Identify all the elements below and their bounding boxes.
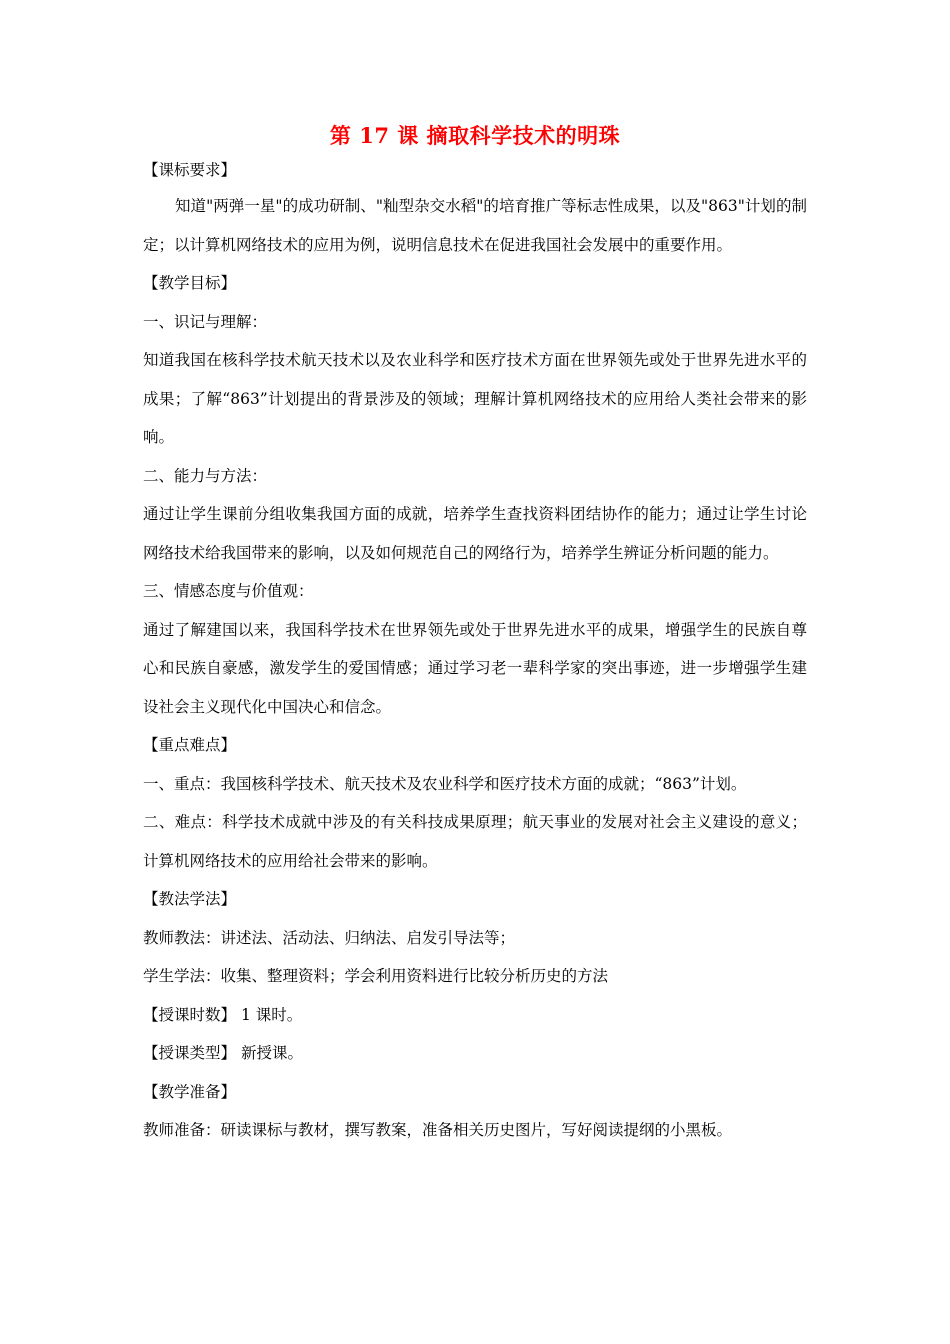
class-type-row [143, 1034, 807, 1073]
document-content [143, 122, 807, 1150]
teacher-method-text: 教师教法：讲述法、活动法、归纳法、启发引导法等； [143, 928, 516, 947]
section-heading-methods: 【教法学法】 [143, 890, 237, 908]
class-hours-row [143, 996, 807, 1035]
objective-ability-text: 通过让学生课前分组收集我国方面的成就，培养学生查找资料团结协作的能力；通过让学生讨论网络技术给我国带来的影响，以及如何规范自己的网络行为，培养学生辨证分析问题的能力。 [143, 505, 807, 562]
page-title: 第 17 课 摘取科学技术的明珠 [329, 123, 621, 148]
student-method-text: 学生学法：收集、整理资料；学会利用资料进行比较分析历史的方法 [143, 967, 609, 985]
class-type-value: 新授课。 [240, 1044, 303, 1062]
teacher-preparation-text: 教师准备：研读课标与教材，撰写教案，准备相关历史图片，写好阅读提纲的小黑板。 [143, 1121, 733, 1139]
objective-subheading-understanding: 一、识记与理解： [143, 312, 268, 331]
section-heading-class-hours: 【授课时数】 [143, 1005, 237, 1024]
difficult-point-text: 二、难点：科学技术成就中涉及的有关科技成果原理；航天事业的发展对社会主义建设的意义；计算机网络技术的应用给社会带来的影响。 [143, 813, 807, 870]
key-point-text: 一、重点：我国核科学技术、航天技术及农业科学和医疗技术方面的成就；“863”计划。 [143, 774, 747, 793]
objective-attitude-text: 通过了解建国以来，我国科学技术在世界领先或处于世界先进水平的成果，增强学生的民族自尊心和民族自豪感，激发学生的爱国情感；通过学习老一辈科学家的突出事迹，进一步增强学生建设社会主义现代化中国决心和信念。 [143, 620, 807, 716]
section-heading-objectives: 【教学目标】 [143, 274, 237, 292]
class-hours-value: 1 课时。 [240, 1005, 303, 1024]
section-heading-preparation: 【教学准备】 [143, 1082, 237, 1101]
objective-understanding-text: 知道我国在核科学技术航天技术以及农业科学和医疗技术方面在世界领先或处于世界先进水平的成果；了解“863”计划提出的背景涉及的领域；理解计算机网络技术的应用给人类社会带来的影响。 [143, 351, 807, 446]
curriculum-requirements-text: 知道"两弹一星"的成功研制、"籼型杂交水稻"的培育推广等标志性成果，以及"863"计划的制定；以计算机网络技术的应用为例，说明信息技术在促进我国社会发展中的重要作用。 [143, 197, 807, 254]
section-heading-key-points: 【重点难点】 [143, 736, 237, 754]
section-heading-curriculum: 【课标要求】 [143, 161, 237, 179]
objective-subheading-attitude: 三、情感态度与价值观： [143, 582, 314, 600]
objective-subheading-ability: 二、能力与方法： [143, 466, 268, 485]
section-heading-class-type: 【授课类型】 [143, 1044, 237, 1062]
